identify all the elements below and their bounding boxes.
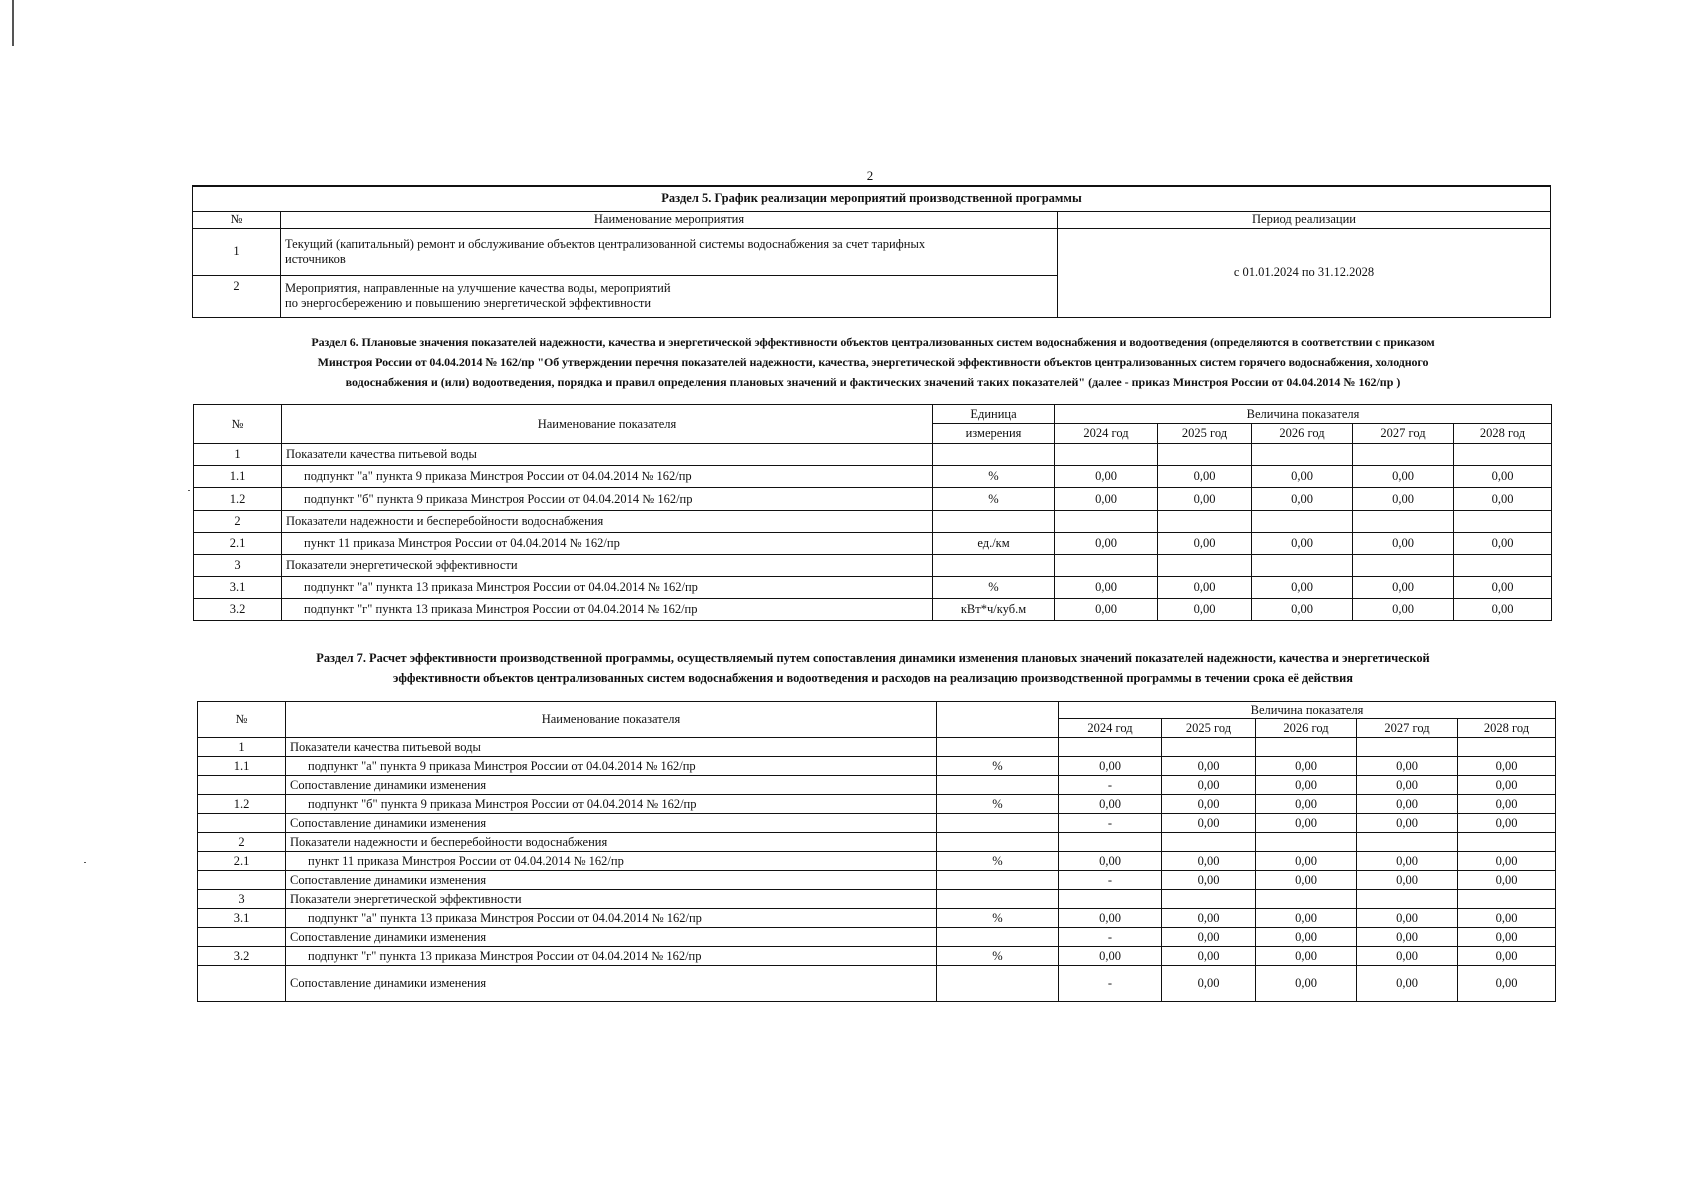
row-value: 0,00 [1162, 966, 1256, 1002]
row-num: 1.2 [194, 488, 282, 511]
col-num-header: № [193, 211, 281, 228]
row-name: Сопоставление динамики изменения [286, 928, 937, 947]
row-value: 0,00 [1256, 966, 1357, 1002]
col-value-header: Величина показателя [1059, 702, 1556, 719]
section6-title-line: Минстроя России от 04.04.2014 № 162/пр "Об утверждении перечня показателей надежности, качества, энергетической эффективности объектов централизованных систем горячего водоснабжения, холодного [317, 355, 1429, 369]
table-row [194, 444, 1552, 466]
row-value: 0,00 [1353, 599, 1454, 621]
row-unit: % [933, 466, 1055, 488]
row-value [1256, 833, 1357, 852]
col-period-header: Период реализации [1058, 211, 1551, 228]
row-value: 0,00 [1353, 533, 1454, 555]
row-unit: % [933, 488, 1055, 511]
col-value-header: Величина показателя [1055, 405, 1552, 424]
row-value [1458, 833, 1556, 852]
row-value: 0,00 [1256, 795, 1357, 814]
col-unit-header: измерения [933, 424, 1055, 444]
section7-title-line: Раздел 7. Расчет эффективности производственной программы, осуществляемый путем сопоставления динамики изменения плановых значений показателей надежности, качества и энергетической [316, 651, 1430, 665]
row-value [1162, 833, 1256, 852]
row-num: 2 [194, 511, 282, 533]
row-value [1353, 511, 1454, 533]
scan-dot-mark [84, 862, 86, 863]
row-name: Сопоставление динамики изменения [286, 776, 937, 795]
row-value: 0,00 [1256, 814, 1357, 833]
row-value: 0,00 [1458, 776, 1556, 795]
section7-title [192, 648, 1554, 688]
row-value [1357, 833, 1458, 852]
row-unit [937, 890, 1059, 909]
row-value: 0,00 [1158, 577, 1252, 599]
row-value: 0,00 [1357, 795, 1458, 814]
row-value: - [1059, 776, 1162, 795]
row-num: 1 [194, 444, 282, 466]
row-value: 0,00 [1458, 795, 1556, 814]
row-name: Показатели надежности и бесперебойности водоснабжения [286, 833, 937, 852]
row-name: подпункт "г" пункта 13 приказа Минстроя России от 04.04.2014 № 162/пр [282, 599, 933, 621]
row-value: 0,00 [1252, 533, 1353, 555]
row-name: подпункт "б" пункта 9 приказа Минстроя России от 04.04.2014 № 162/пр [282, 488, 933, 511]
year-header: 2026 год [1256, 719, 1357, 738]
row-value: 0,00 [1256, 776, 1357, 795]
row-value: 0,00 [1158, 466, 1252, 488]
row-value: 0,00 [1353, 466, 1454, 488]
row-value [1357, 738, 1458, 757]
row-value: 0,00 [1162, 871, 1256, 890]
year-header: 2024 год [1059, 719, 1162, 738]
row-name-line: Мероприятия, направленные на улучшение качества воды, мероприятий [285, 281, 671, 295]
row-name: Сопоставление динамики изменения [286, 871, 937, 890]
row-value: 0,00 [1158, 599, 1252, 621]
row-value: 0,00 [1252, 488, 1353, 511]
section5-title: Раздел 5. График реализации мероприятий производственной программы [193, 186, 1551, 211]
row-value: 0,00 [1458, 814, 1556, 833]
table-row [198, 871, 1556, 890]
year-header: 2025 год [1162, 719, 1256, 738]
col-name-header: Наименование мероприятия [281, 211, 1058, 228]
table-row [198, 814, 1556, 833]
table-row [198, 776, 1556, 795]
row-value: 0,00 [1357, 871, 1458, 890]
row-value: 0,00 [1059, 795, 1162, 814]
row-value: 0,00 [1357, 814, 1458, 833]
row-value [1162, 738, 1256, 757]
row-name: пункт 11 приказа Минстроя России от 04.04.2014 № 162/пр [286, 852, 937, 871]
row-num: 3.2 [198, 947, 286, 966]
row-value: 0,00 [1458, 852, 1556, 871]
year-header: 2028 год [1454, 424, 1552, 444]
row-value [1252, 555, 1353, 577]
row-value: 0,00 [1162, 795, 1256, 814]
row-name: Показатели надежности и бесперебойности водоснабжения [282, 511, 933, 533]
table-row [193, 228, 1551, 275]
row-unit: % [933, 577, 1055, 599]
row-value: 0,00 [1162, 814, 1256, 833]
row-value: 0,00 [1055, 533, 1158, 555]
row-value [1158, 444, 1252, 466]
row-value: - [1059, 928, 1162, 947]
row-value [1353, 444, 1454, 466]
row-value [1454, 511, 1552, 533]
row-value: 0,00 [1454, 466, 1552, 488]
col-name-header: Наименование показателя [282, 405, 933, 444]
row-value [1055, 511, 1158, 533]
row-value [1454, 555, 1552, 577]
row-value: 0,00 [1055, 577, 1158, 599]
row-value: 0,00 [1055, 488, 1158, 511]
table-row [198, 909, 1556, 928]
row-value [1158, 511, 1252, 533]
table-row [198, 738, 1556, 757]
row-value [1059, 890, 1162, 909]
row-value: 0,00 [1458, 928, 1556, 947]
row-unit [937, 871, 1059, 890]
section7-table [197, 701, 1556, 1002]
row-unit [937, 928, 1059, 947]
row-value [1059, 738, 1162, 757]
col-unit-header [937, 702, 1059, 738]
row-name: подпункт "а" пункта 13 приказа Минстроя России от 04.04.2014 № 162/пр [286, 909, 937, 928]
row-value: 0,00 [1357, 757, 1458, 776]
row-num [198, 871, 286, 890]
row-value: 0,00 [1357, 776, 1458, 795]
row-value [1458, 890, 1556, 909]
scan-dot-mark [188, 490, 190, 491]
row-value: 0,00 [1252, 466, 1353, 488]
row-value: 0,00 [1162, 852, 1256, 871]
row-num: 1.2 [198, 795, 286, 814]
year-header: 2028 год [1458, 719, 1556, 738]
row-num: 3 [198, 890, 286, 909]
row-value: 0,00 [1458, 966, 1556, 1002]
col-num-header: № [198, 702, 286, 738]
row-name: Показатели качества питьевой воды [286, 738, 937, 757]
year-header: 2027 год [1357, 719, 1458, 738]
table-row [198, 947, 1556, 966]
col-name-header: Наименование показателя [286, 702, 937, 738]
row-value: 0,00 [1158, 533, 1252, 555]
row-value: 0,00 [1454, 488, 1552, 511]
row-value [1357, 890, 1458, 909]
row-name: Показатели энергетической эффективности [282, 555, 933, 577]
table-row [194, 577, 1552, 599]
row-name: подпункт "б" пункта 9 приказа Минстроя России от 04.04.2014 № 162/пр [286, 795, 937, 814]
row-value: 0,00 [1357, 928, 1458, 947]
row-name: подпункт "а" пункта 9 приказа Минстроя России от 04.04.2014 № 162/пр [286, 757, 937, 776]
row-unit: % [937, 947, 1059, 966]
row-value: 0,00 [1059, 757, 1162, 776]
row-value: 0,00 [1458, 909, 1556, 928]
row-name [281, 228, 1058, 275]
row-value: 0,00 [1357, 947, 1458, 966]
row-value: 0,00 [1458, 757, 1556, 776]
row-name-line: по энергосбережению и повышению энергетической эффективности [285, 296, 652, 310]
table-row [194, 488, 1552, 511]
section7-title-line: эффективности объектов централизованных систем водоснабжения и водоотведения и расходов на реализацию производственной программы в течении срока её действия [393, 671, 1353, 685]
row-value: 0,00 [1059, 947, 1162, 966]
row-name [281, 275, 1058, 317]
row-num: 1 [193, 228, 281, 275]
table-row [198, 890, 1556, 909]
row-value: 0,00 [1256, 871, 1357, 890]
row-name: подпункт "а" пункта 13 приказа Минстроя России от 04.04.2014 № 162/пр [282, 577, 933, 599]
table-row [198, 795, 1556, 814]
row-value [1059, 833, 1162, 852]
row-num: 1 [198, 738, 286, 757]
row-num [198, 776, 286, 795]
row-unit [937, 738, 1059, 757]
page-number: 2 [866, 168, 874, 183]
table-row [198, 852, 1556, 871]
table-row [194, 533, 1552, 555]
row-unit [933, 444, 1055, 466]
table-row [194, 466, 1552, 488]
row-value [1353, 555, 1454, 577]
row-value [1256, 738, 1357, 757]
row-unit: ед./км [933, 533, 1055, 555]
row-unit [933, 511, 1055, 533]
row-unit: кВт*ч/куб.м [933, 599, 1055, 621]
row-unit: % [937, 795, 1059, 814]
row-value: - [1059, 966, 1162, 1002]
row-value [1158, 555, 1252, 577]
row-name: Показатели энергетической эффективности [286, 890, 937, 909]
row-value: 0,00 [1454, 599, 1552, 621]
row-unit: % [937, 757, 1059, 776]
row-num [198, 966, 286, 1002]
row-num: 1.1 [198, 757, 286, 776]
row-value: 0,00 [1059, 852, 1162, 871]
table-row [198, 833, 1556, 852]
row-value [1454, 444, 1552, 466]
row-value: - [1059, 814, 1162, 833]
table-row [194, 555, 1552, 577]
row-unit [937, 776, 1059, 795]
row-value: 0,00 [1055, 599, 1158, 621]
row-value: 0,00 [1256, 947, 1357, 966]
row-name: Сопоставление динамики изменения [286, 966, 937, 1002]
row-name-line: Текущий (капитальный) ремонт и обслуживание объектов централизованной системы водоснабжения за счет тарифных [285, 236, 926, 251]
row-value: 0,00 [1357, 852, 1458, 871]
row-unit [937, 966, 1059, 1002]
row-value [1162, 890, 1256, 909]
row-value: 0,00 [1158, 488, 1252, 511]
row-value: 0,00 [1353, 577, 1454, 599]
row-value: 0,00 [1353, 488, 1454, 511]
row-value: 0,00 [1458, 947, 1556, 966]
row-num: 2 [193, 275, 281, 317]
row-value: 0,00 [1059, 909, 1162, 928]
row-num: 2.1 [198, 852, 286, 871]
row-value: 0,00 [1454, 577, 1552, 599]
row-value [1055, 444, 1158, 466]
section6-title-line: Раздел 6. Плановые значения показателей надежности, качества и энергетической эффективности объектов централизованных систем водоснабжения и водоотведения (определяются в соответствии с приказом [311, 335, 1435, 349]
row-unit [937, 833, 1059, 852]
row-value: 0,00 [1256, 909, 1357, 928]
row-unit: % [937, 909, 1059, 928]
row-value [1055, 555, 1158, 577]
row-value: 0,00 [1256, 928, 1357, 947]
row-name: подпункт "а" пункта 9 приказа Минстроя России от 04.04.2014 № 162/пр [282, 466, 933, 488]
row-value [1458, 738, 1556, 757]
table-row [198, 966, 1556, 1002]
section6-table [193, 404, 1552, 621]
row-num: 3.2 [194, 599, 282, 621]
row-value: 0,00 [1162, 757, 1256, 776]
row-value: 0,00 [1162, 909, 1256, 928]
row-name: подпункт "г" пункта 13 приказа Минстроя России от 04.04.2014 № 162/пр [286, 947, 937, 966]
row-name: пункт 11 приказа Минстроя России от 04.04.2014 № 162/пр [282, 533, 933, 555]
table-row [194, 599, 1552, 621]
row-value [1256, 890, 1357, 909]
row-name: Сопоставление динамики изменения [286, 814, 937, 833]
section6-title-line: водоснабжения и (или) водоотведения, порядка и правил определения плановых значений и фактических значений таких показателей" (далее - приказ Минстроя России от 04.04.2014 № 162/пр ) [345, 375, 1401, 389]
row-num: 3.1 [198, 909, 286, 928]
section5-table [192, 185, 1551, 318]
row-value: - [1059, 871, 1162, 890]
row-num: 1.1 [194, 466, 282, 488]
row-num [198, 814, 286, 833]
row-name-line: источников [285, 251, 346, 266]
row-value: 0,00 [1162, 776, 1256, 795]
row-value: 0,00 [1055, 466, 1158, 488]
row-value [1252, 511, 1353, 533]
row-value: 0,00 [1252, 577, 1353, 599]
year-header: 2026 год [1252, 424, 1353, 444]
col-unit-header: Единица [933, 405, 1055, 424]
row-num [198, 928, 286, 947]
year-header: 2025 год [1158, 424, 1252, 444]
row-num: 3.1 [194, 577, 282, 599]
row-value: 0,00 [1357, 966, 1458, 1002]
row-unit: % [937, 852, 1059, 871]
period-value: с 01.01.2024 по 31.12.2028 [1058, 228, 1551, 317]
row-unit [933, 555, 1055, 577]
row-value: 0,00 [1252, 599, 1353, 621]
row-value: 0,00 [1458, 871, 1556, 890]
row-value: 0,00 [1256, 852, 1357, 871]
table-row [198, 757, 1556, 776]
row-name: Показатели качества питьевой воды [282, 444, 933, 466]
row-num: 2.1 [194, 533, 282, 555]
row-value: 0,00 [1357, 909, 1458, 928]
table-row [198, 928, 1556, 947]
row-value: 0,00 [1256, 757, 1357, 776]
row-value: 0,00 [1162, 947, 1256, 966]
scan-edge-mark [12, 0, 14, 46]
row-num: 3 [194, 555, 282, 577]
row-value: 0,00 [1162, 928, 1256, 947]
row-num: 2 [198, 833, 286, 852]
table-row [194, 511, 1552, 533]
row-value [1252, 444, 1353, 466]
col-num-header: № [194, 405, 282, 444]
year-header: 2024 год [1055, 424, 1158, 444]
row-value: 0,00 [1454, 533, 1552, 555]
section6-title [192, 332, 1554, 392]
row-unit [937, 814, 1059, 833]
year-header: 2027 год [1353, 424, 1454, 444]
